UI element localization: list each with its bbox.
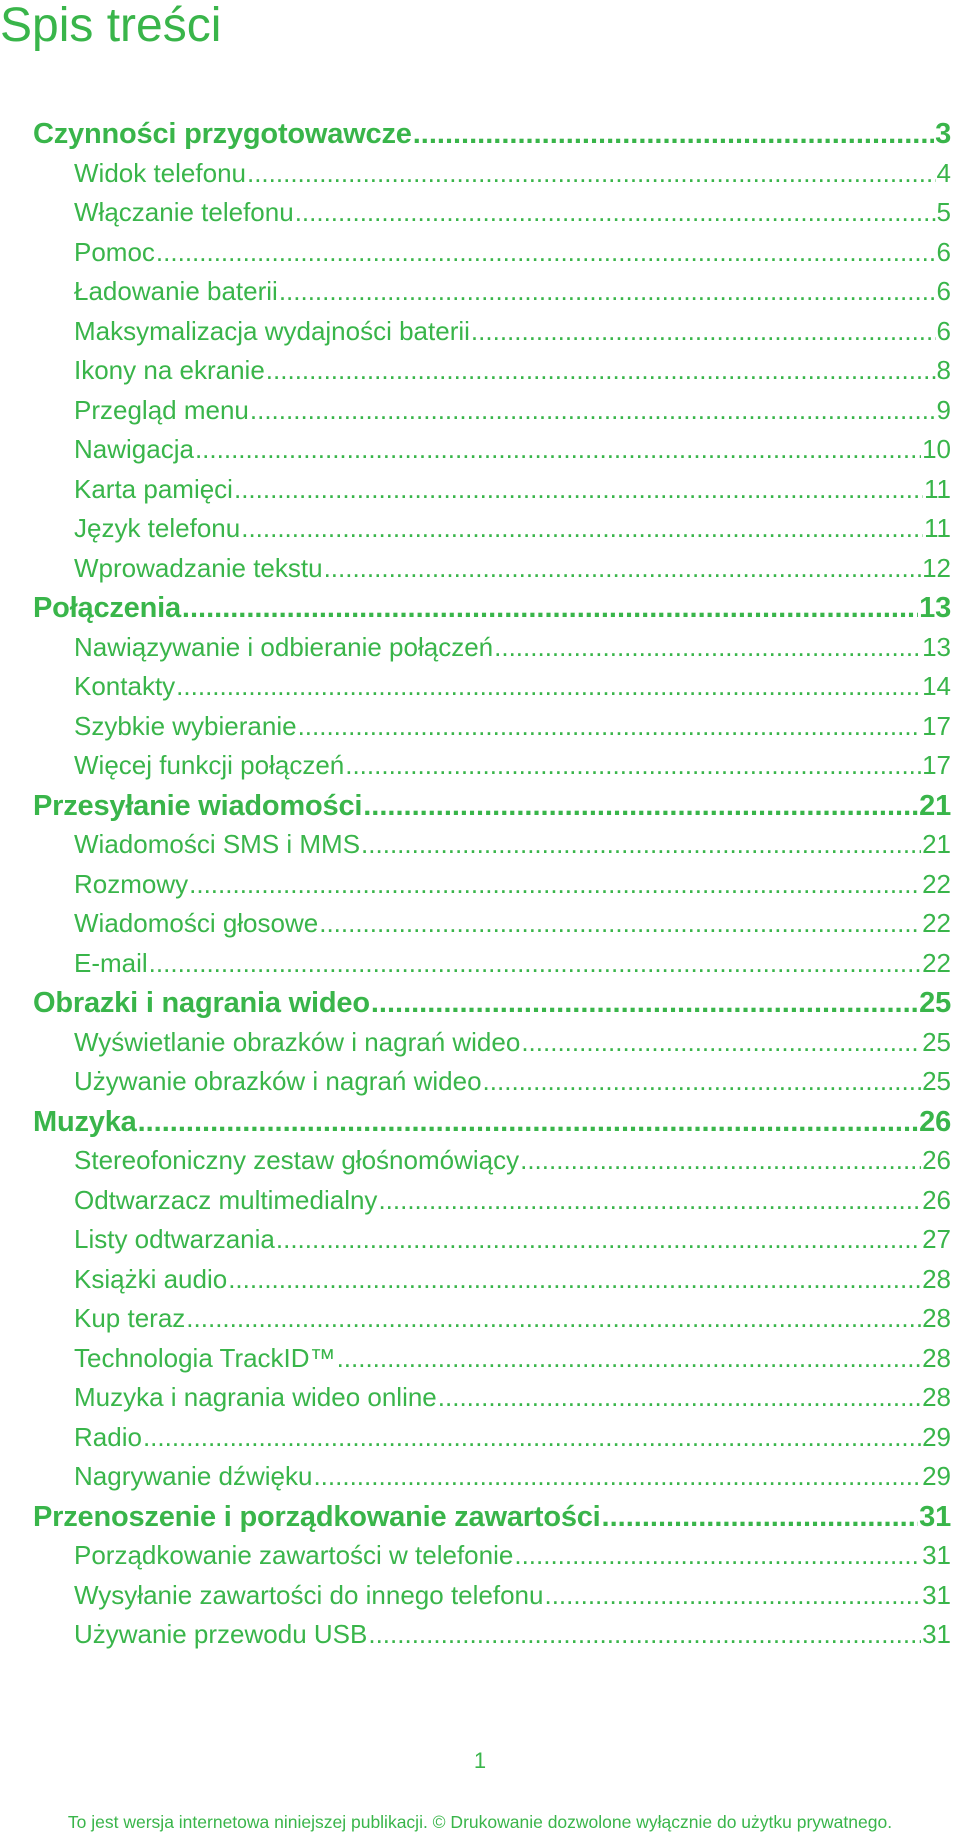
toc-entry-page: 10 [922,434,951,464]
toc-entry-page: 28 [922,1263,951,1294]
toc-entry[interactable] [33,869,951,909]
toc-entry[interactable] [33,1066,951,1106]
toc-leader-dots [514,1540,921,1571]
toc-entry-title: E-mail [74,947,148,978]
toc-entry[interactable] [33,1027,951,1067]
toc-entry-page: 21 [922,829,951,859]
toc-entry-title: Przesyłanie wiadomości [33,789,363,822]
toc-entry-page: 9 [936,394,951,425]
toc-entry-page: 17 [922,710,951,741]
toc-section-entry[interactable] [33,118,951,158]
toc-entry[interactable] [33,1185,951,1225]
toc-entry-title: Włączanie telefonu [74,197,294,227]
toc-entry[interactable] [33,395,951,435]
toc-leader-dots [182,592,918,625]
toc-entry-title: Karta pamięci [74,473,233,504]
toc-entry-title: Używanie obrazków i nagrań wideo [74,1066,482,1096]
toc-entry[interactable] [33,1224,951,1264]
toc-entry-title: Przenoszenie i porządkowanie zawartości [33,1500,601,1533]
toc-entry-title: Listy odtwarzania [74,1224,275,1254]
toc-entry-page: 8 [936,355,951,385]
toc-leader-dots [228,1264,921,1295]
toc-entry-page: 6 [936,276,951,306]
toc-entry-page: 21 [919,789,951,822]
toc-leader-dots [156,237,936,268]
toc-entry-title: Książki audio [74,1263,228,1294]
toc-leader-dots [241,513,923,544]
toc-leader-dots [378,1185,921,1216]
toc-leader-dots [324,553,922,584]
toc-entry-page: 31 [919,1500,951,1533]
page-number: 1 [473,1748,487,1773]
toc-entry[interactable] [33,908,951,948]
toc-entry-page: 29 [922,1461,951,1491]
toc-entry[interactable] [33,1382,951,1422]
toc-leader-dots [345,750,921,781]
toc-leader-dots [143,1422,921,1453]
toc-leader-dots [176,671,921,702]
toc-leader-dots [438,1382,921,1413]
toc-entry-title: Wysyłanie zawartości do innego telefonu [74,1579,544,1610]
toc-leader-dots [266,355,936,386]
toc-leader-dots [494,632,921,663]
toc-entry[interactable] [33,276,951,316]
toc-entry[interactable] [33,1343,951,1383]
toc-entry-page: 27 [922,1224,951,1254]
toc-leader-dots [361,829,921,860]
toc-entry-title: Język telefonu [74,513,241,543]
toc-entry-page: 31 [922,1579,951,1610]
toc-entry-page: 28 [922,1342,951,1373]
toc-entry-page: 26 [919,1105,951,1138]
toc-entry[interactable] [33,750,951,790]
toc-entry[interactable] [33,197,951,237]
toc-entry-page: 26 [922,1145,951,1175]
toc-entry-page: 31 [922,1619,951,1649]
toc-leader-dots [313,1461,921,1492]
toc-entry[interactable] [33,1422,951,1462]
toc-leader-dots [276,1224,921,1255]
toc-leader-dots [279,276,936,307]
toc-entry-title: Nawiązywanie i odbieranie połączeń [74,631,494,662]
toc-entry-title: Czynności przygotowawcze [33,118,412,150]
toc-entry[interactable] [33,434,951,474]
toc-entry-page: 4 [936,157,951,188]
toc-leader-dots [483,1066,922,1097]
toc-entry-title: Nawigacja [74,434,194,464]
toc-entry-title: Kontakty [74,671,176,701]
toc-entry-page: 5 [936,197,951,227]
toc-entry-page: 26 [922,1184,951,1215]
toc-section-entry[interactable] [33,1106,951,1146]
toc-entry[interactable] [33,474,951,514]
toc-leader-dots [337,1343,922,1374]
toc-leader-dots [602,1501,919,1534]
toc-entry-title: Używanie przewodu USB [74,1619,368,1649]
toc-entry-title: Więcej funkcji połączeń [74,750,345,780]
toc-entry-title: Obrazki i nagrania wideo [33,987,370,1019]
toc-entry-title: Wyświetlanie obrazków i nagrań wideo [74,1026,521,1057]
toc-entry[interactable] [33,1145,951,1185]
toc-leader-dots [521,1027,921,1058]
toc-entry-title: Radio [74,1421,142,1452]
toc-entry[interactable] [33,711,951,751]
toc-entry-title: Wiadomości głosowe [74,908,319,938]
toc-entry-title: Wiadomości SMS i MMS [74,829,361,859]
toc-entry-title: Stereofoniczny zestaw głośnomówiący [74,1145,520,1175]
toc-entry[interactable] [33,1461,951,1501]
toc-leader-dots [471,316,936,347]
toc-leader-dots [195,434,921,465]
toc-entry-page: 28 [922,1303,951,1333]
toc-entry-title: Muzyka [33,1105,137,1138]
toc-entry[interactable] [33,1303,951,1343]
toc-entry-title: Rozmowy [74,868,189,899]
toc-leader-dots [250,395,936,426]
toc-leader-dots [544,1580,921,1611]
toc-leader-dots [186,1303,921,1334]
toc-entry-page: 22 [922,947,951,978]
toc-entry-page: 13 [919,592,951,624]
toc-entry-title: Porządkowanie zawartości w telefonie [74,1540,514,1570]
toc-entry-page: 3 [935,118,951,150]
toc-leader-dots [138,1106,919,1139]
toc-entry[interactable] [33,513,951,553]
toc-section-entry[interactable] [33,790,951,830]
toc-leader-dots [368,1619,921,1650]
toc-leader-dots [234,474,923,505]
toc-entry-page: 12 [922,552,951,583]
toc-entry-page: 17 [922,750,951,780]
toc-entry-page: 6 [936,315,951,346]
toc-leader-dots [413,118,934,151]
toc-entry[interactable] [33,1540,951,1580]
toc-entry[interactable] [33,1264,951,1304]
toc-entry-page: 6 [936,236,951,267]
toc-entry-title: Wprowadzanie tekstu [74,552,323,583]
toc-leader-dots [298,711,922,742]
toc-entry[interactable] [33,948,951,988]
toc-entry-page: 31 [922,1540,951,1570]
toc-entry[interactable] [33,829,951,869]
toc-entry-page: 25 [922,1026,951,1057]
toc-entry-title: Pomoc [74,236,155,267]
toc-entry-page: 25 [919,987,951,1019]
toc-entry[interactable] [33,632,951,672]
toc-entry-title: Ikony na ekranie [74,355,265,385]
toc-entry-title: Przegląd menu [74,394,249,425]
toc-entry-title: Odtwarzacz multimedialny [74,1184,378,1215]
toc-entry-page: 22 [922,908,951,938]
toc-entry-title: Kup teraz [74,1303,186,1333]
toc-section-entry[interactable] [33,1501,951,1541]
toc-leader-dots [363,790,918,823]
toc-entry-title: Widok telefonu [74,157,246,188]
toc-leader-dots [371,987,918,1020]
toc-entry-page: 28 [922,1382,951,1412]
toc-entry-page: 11 [924,513,951,543]
toc-leader-dots [149,948,921,979]
toc-entry[interactable] [33,1580,951,1620]
toc-entry-page: 13 [922,631,951,662]
toc-leader-dots [319,908,921,939]
toc-entry[interactable] [33,237,951,277]
toc-entry-title: Połączenia [33,592,181,624]
toc-entry-page: 25 [922,1066,951,1096]
toc-entry-page: 11 [924,473,951,504]
toc-leader-dots [247,158,936,189]
toc-entry[interactable] [33,355,951,395]
table-of-contents [33,118,951,1659]
toc-leader-dots [295,197,936,228]
toc-leader-dots [520,1145,921,1176]
toc-entry-title: Nagrywanie dźwięku [74,1461,313,1491]
toc-entry[interactable] [33,553,951,593]
toc-entry-page: 29 [922,1421,951,1452]
toc-entry-title: Szybkie wybieranie [74,710,297,741]
toc-entry[interactable] [33,158,951,198]
toc-entry[interactable] [33,316,951,356]
toc-entry-title: Muzyka i nagrania wideo online [74,1382,437,1412]
toc-section-entry[interactable] [33,592,951,632]
footer-note: To jest wersja internetowa niniejszej publikacji. © Drukowanie dozwolone wyłącznie do użytku prywatnego. [67,1812,893,1832]
page-title: Spis treści [0,0,222,52]
toc-entry-title: Ładowanie baterii [74,276,278,306]
toc-entry-page: 14 [922,671,951,701]
toc-leader-dots [189,869,921,900]
toc-entry[interactable] [33,671,951,711]
toc-entry-page: 22 [922,868,951,899]
toc-section-entry[interactable] [33,987,951,1027]
toc-entry-title: Maksymalizacja wydajności baterii [74,315,470,346]
toc-entry[interactable] [33,1619,951,1659]
toc-entry-title: Technologia TrackID™ [74,1342,336,1373]
